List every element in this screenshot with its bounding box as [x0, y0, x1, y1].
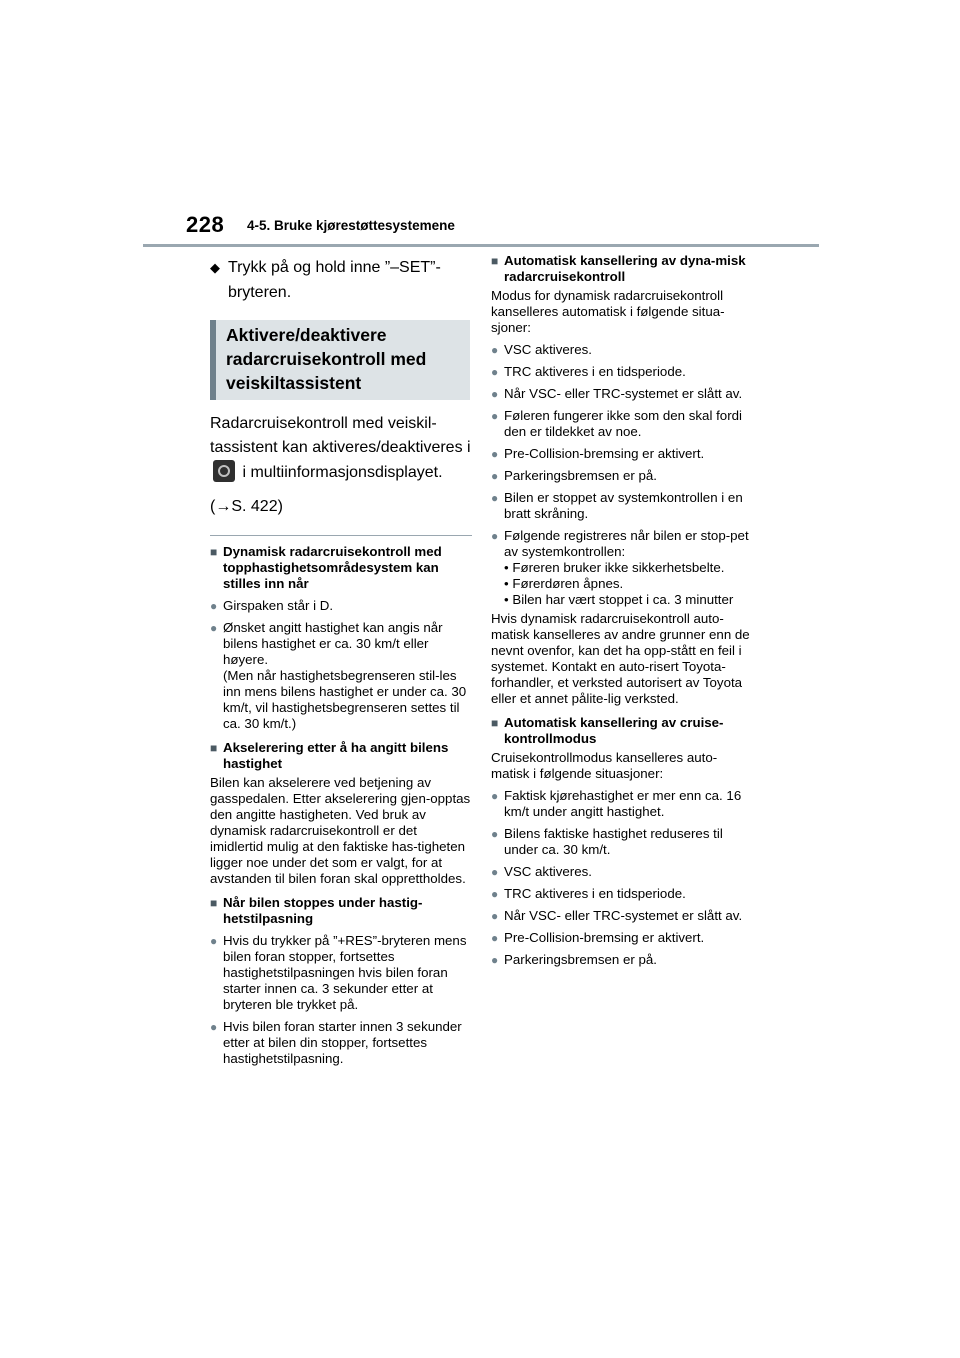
list-item [491, 826, 753, 858]
subheading-text: Akselerering etter å ha angitt bilens hastighet [223, 740, 449, 771]
left-column [210, 253, 472, 1067]
dot-bullet-icon: ● [491, 343, 499, 357]
subheading-text: Når bilen stoppes under hastig-hetstilpasning [223, 895, 423, 926]
list-item [491, 864, 753, 880]
step-text: Trykk på og hold inne ”–SET”-bryteren. [228, 259, 441, 301]
dot-bullet-icon: ● [491, 529, 499, 543]
list-item [210, 598, 472, 614]
square-bullet-icon: ■ [210, 545, 218, 559]
list-item-text: Parkeringsbremsen er på. [504, 468, 657, 483]
list-item [491, 528, 753, 608]
square-bullet-icon: ■ [491, 254, 499, 268]
subheading [491, 253, 753, 285]
square-bullet-icon: ■ [210, 741, 218, 755]
subheading-text: Automatisk kansellering av dyna-misk radarcruisekontroll [504, 253, 746, 284]
dot-bullet-icon: ● [491, 953, 499, 967]
section-callout: Aktivere/deaktivere radarcruisekontroll med veiskiltassistent [210, 320, 470, 400]
list-item-text: Når VSC- eller TRC-systemet er slått av. [504, 386, 743, 401]
paragraph: Cruisekontrollmodus kanselleres auto-matisk i følgende situasjoner: [491, 750, 718, 781]
list-item-text: Hvis du trykker på ”+RES”-bryteren mens bilen foran stopper, fortsettes hastighetstilpasningen hvis bilen foran starter innen ca. 3 sekunder etter at bryteren ble trykket på. [223, 933, 467, 1012]
subheading [210, 544, 472, 592]
list-item-text: Følgende registreres når bilen er stop-pet av systemkontrollen: • Føreren bruker ikke sikkerhetsbelte. • Førerdøren åpnes. • Bilen har vært stoppet i ca. 3 minutter [504, 528, 749, 607]
list-item [491, 408, 753, 440]
dot-bullet-icon: ● [491, 491, 499, 505]
paragraph: Hvis dynamisk radarcruisekontroll auto-matisk kanselleres av andre grunner enn de nevnt ovenfor, kan det ha opp-stått en feil i systemet. Kontakt en auto-risert Toyota-forhandler, et verksted autorisert av Toyota eller et annet pålite-lig verksted. [491, 611, 750, 706]
list-item-text: Bilens faktiske hastighet reduseres til under ca. 30 km/t. [504, 826, 723, 857]
list-item [210, 1019, 472, 1067]
list-item-text: Bilen er stoppet av systemkontrollen i en bratt skråning. [504, 490, 743, 521]
list-item-text: Pre-Collision-bremsing er aktivert. [504, 930, 705, 945]
list-item [491, 490, 753, 522]
list-item-text: Når VSC- eller TRC-systemet er slått av. [504, 908, 743, 923]
page-reference: (→S. 422) [210, 498, 283, 515]
list-item [491, 952, 753, 968]
list-item-text: Faktisk kjørehastighet er mer enn ca. 16 km/t under angitt hastighet. [504, 788, 742, 819]
list-item-text: Parkeringsbremsen er på. [504, 952, 657, 967]
dot-bullet-icon: ● [491, 387, 499, 401]
body-text [210, 412, 472, 485]
dot-bullet-icon: ● [491, 447, 499, 461]
subheading [210, 740, 472, 772]
header-rule [143, 244, 819, 247]
list-item [491, 908, 753, 924]
right-column [491, 253, 753, 968]
list-item-text: Ønsket angitt hastighet kan angis når bilens hastighet er ca. 30 km/t eller høyere. (Men når hastighetsbegrenseren stil-les inn mens bilens hastighet er under ca. 30 km/t, vil hastighetsbegrenseren settes til ca. 30 km/t.) [223, 620, 467, 731]
dot-bullet-icon: ● [210, 1020, 218, 1034]
dot-bullet-icon: ● [491, 365, 499, 379]
list-item-text: VSC aktiveres. [504, 342, 592, 357]
diamond-bullet-icon: ◆ [210, 260, 220, 275]
list-item-text: Girspaken står i D. [223, 598, 334, 613]
list-item-text: VSC aktiveres. [504, 864, 592, 879]
list-item [491, 468, 753, 484]
dot-bullet-icon: ● [491, 469, 499, 483]
divider [210, 535, 472, 536]
dot-bullet-icon: ● [491, 409, 499, 423]
paragraph: Bilen kan akselerere ved betjening av gasspedalen. Etter akselerering gjen-opptas den angitte hastigheten. Ved bruk av dynamisk radarcruisekontroll er det imidlertid mulig at den faktiske has-tigheten ligger noe under det som er valgt, for at avstanden til bilen foran skal opprettholdes. [210, 775, 471, 886]
list-item [491, 446, 753, 462]
list-item [491, 364, 753, 380]
list-item [210, 933, 472, 1013]
paragraph: Modus for dynamisk radarcruisekontroll kanselleres automatisk i følgende situa-sjoner: [491, 288, 725, 335]
dot-bullet-icon: ● [491, 887, 499, 901]
subheading [210, 895, 472, 927]
square-bullet-icon: ■ [491, 716, 499, 730]
section-title: 4-5. Bruke kjørestøttesystemene [247, 218, 455, 233]
step-item [210, 255, 472, 305]
list-item-text: Føleren fungerer ikke som den skal fordi den er tildekket av noe. [504, 408, 742, 439]
list-item [491, 886, 753, 902]
list-item-text: TRC aktiveres i en tidsperiode. [504, 364, 686, 379]
subheading-text: Dynamisk radarcruisekontroll med topphastighetsområdesystem kan stilles inn når [223, 544, 442, 591]
list-item-text: Pre-Collision-bremsing er aktivert. [504, 446, 705, 461]
page-number: 228 [186, 212, 225, 237]
dot-bullet-icon: ● [491, 865, 499, 879]
body-text-end: i multiinformasjonsdisplayet. [242, 464, 443, 481]
list-item [491, 342, 753, 358]
list-item [491, 788, 753, 820]
list-item-text: Hvis bilen foran starter innen 3 sekunder etter at bilen din stopper, fortsettes hastighetstilpasning. [223, 1019, 462, 1066]
body-text-start: Radarcruisekontroll med veiskil-tassistent kan aktiveres/deaktiveres i [210, 415, 471, 456]
square-bullet-icon: ■ [210, 896, 218, 910]
dot-bullet-icon: ● [210, 599, 218, 613]
list-item [491, 930, 753, 946]
dot-bullet-icon: ● [491, 931, 499, 945]
settings-gear-icon [213, 460, 235, 482]
dot-bullet-icon: ● [491, 789, 499, 803]
subheading [491, 715, 753, 747]
dot-bullet-icon: ● [210, 621, 218, 635]
list-item [491, 386, 753, 402]
dot-bullet-icon: ● [491, 909, 499, 923]
dot-bullet-icon: ● [491, 827, 499, 841]
list-item-text: TRC aktiveres i en tidsperiode. [504, 886, 686, 901]
list-item [210, 620, 472, 732]
dot-bullet-icon: ● [210, 934, 218, 948]
subheading-text: Automatisk kansellering av cruise-kontrollmodus [504, 715, 724, 746]
